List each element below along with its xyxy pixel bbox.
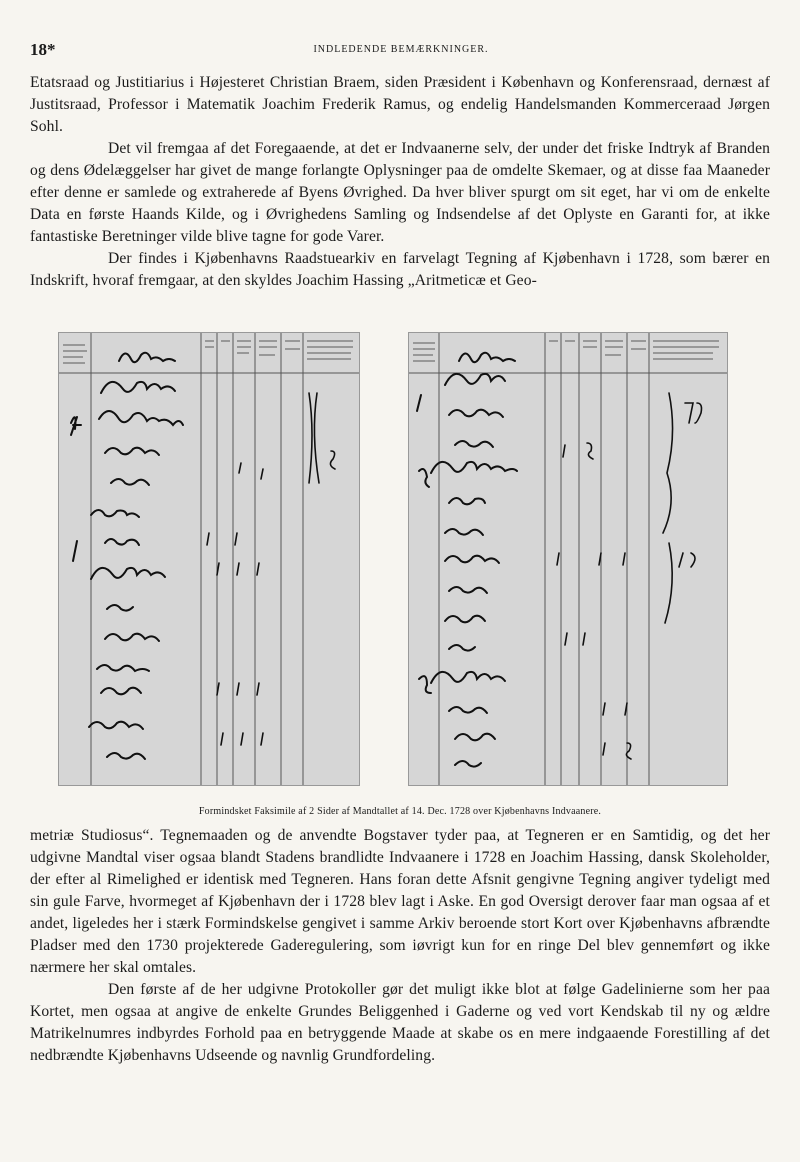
- page-number: 18*: [30, 40, 56, 59]
- paragraph: Det vil fremgaa af det Foregaaende, at det er Indvaanerne selv, der under det friske Indtryk af Branden og dens Ødelæggelser har givet de mange forlangte Oplysninger paa de omdelte Skemaer, og at disse faa Maaneder efter denne er samlede og extraherede af Byens Øvrighed. Da hver bliver spurgt om sit eget, har vi om de enkelte Data en første Haands Kilde, og i Øvrighedens Samling og Indsendelse af det Oplyste en Garanti for, at ikke fantastiske Beretninger vilde blive tagne for gode Varer.: [30, 140, 770, 245]
- facsimile-page-left: [58, 332, 360, 786]
- paragraph: metriæ Studiosus“. Tegnemaaden og de anvendte Bogstaver tyder paa, at Tegneren er en Samtidig, og det her udgivne Mandtal viser ogsaa blandt Stadens brandlidte Indvaanere i 1728 en Joachim Hassing, dansk Skoleholder, der efter al Rimelighed er identisk med Tegneren. Hans foran dette Afsnit gengivne Tegning angiver tydeligt med sin gule Farve, hvormeget af Kjøbenhavn der i 1728 blev lagt i Aske. En god Oversigt derover faar man ogsaa af et andet, ligeledes her i stærk Formindskelse gengivet i samme Arkiv beroende stort Kort over Kjøbenhavns afbrændte Pladser med den 1730 projekterede Gaderegulering, som iøvrigt kun for en ringe Del blev gennemført og ikke nærmere her skal omtales.: [30, 827, 770, 976]
- paragraph: Etatsraad og Justitiarius i Højesteret Christian Braem, siden Præsident i København og Konferensraad, dernæst af Justitsraad, Professor i Matematik Joachim Frederik Ramus, og endelig Handelsmanden Kommerceraad Jørgen Sohl.: [30, 74, 770, 135]
- handwritten-ledger-right-image: [409, 333, 727, 785]
- page-header: [30, 38, 772, 62]
- bottom-text-block: [30, 825, 770, 1067]
- handwritten-ledger-left-image: [59, 333, 359, 785]
- facsimile-page-right: [408, 332, 728, 786]
- figure-caption: Formindsket Faksimile af 2 Sider af Mandtallet af 14. Dec. 1728 over Kjøbenhavns Indvaanere.: [198, 806, 602, 817]
- paragraph: Den første af de her udgivne Protokoller gør det muligt ikke blot at følge Gadelinierne som her paa Kortet, men ogsaa at angive de enkelte Grundes Beliggenhed i Gaderne og ved vort Kendskab til ny og ældre Matrikelnumres indbyrdes Forhold paa en betryggende Maade at skabe os en mere indgaaende Forestilling af det nedbrændte Kjøbenhavns Udseende og navnlig Grundfordeling.: [30, 981, 770, 1064]
- running-head: INDLEDENDE BEMÆRKNINGER.: [313, 44, 489, 55]
- top-text-block: [30, 72, 770, 292]
- paragraph: Der findes i Kjøbenhavns Raadstuearkiv en farvelagt Tegning af Kjøbenhavn i 1728, som bærer en Indskrift, hvoraf fremgaar, at den skyldes Joachim Hassing „Aritmeticæ et Geo-: [30, 250, 770, 289]
- facsimile-figure: [58, 332, 726, 784]
